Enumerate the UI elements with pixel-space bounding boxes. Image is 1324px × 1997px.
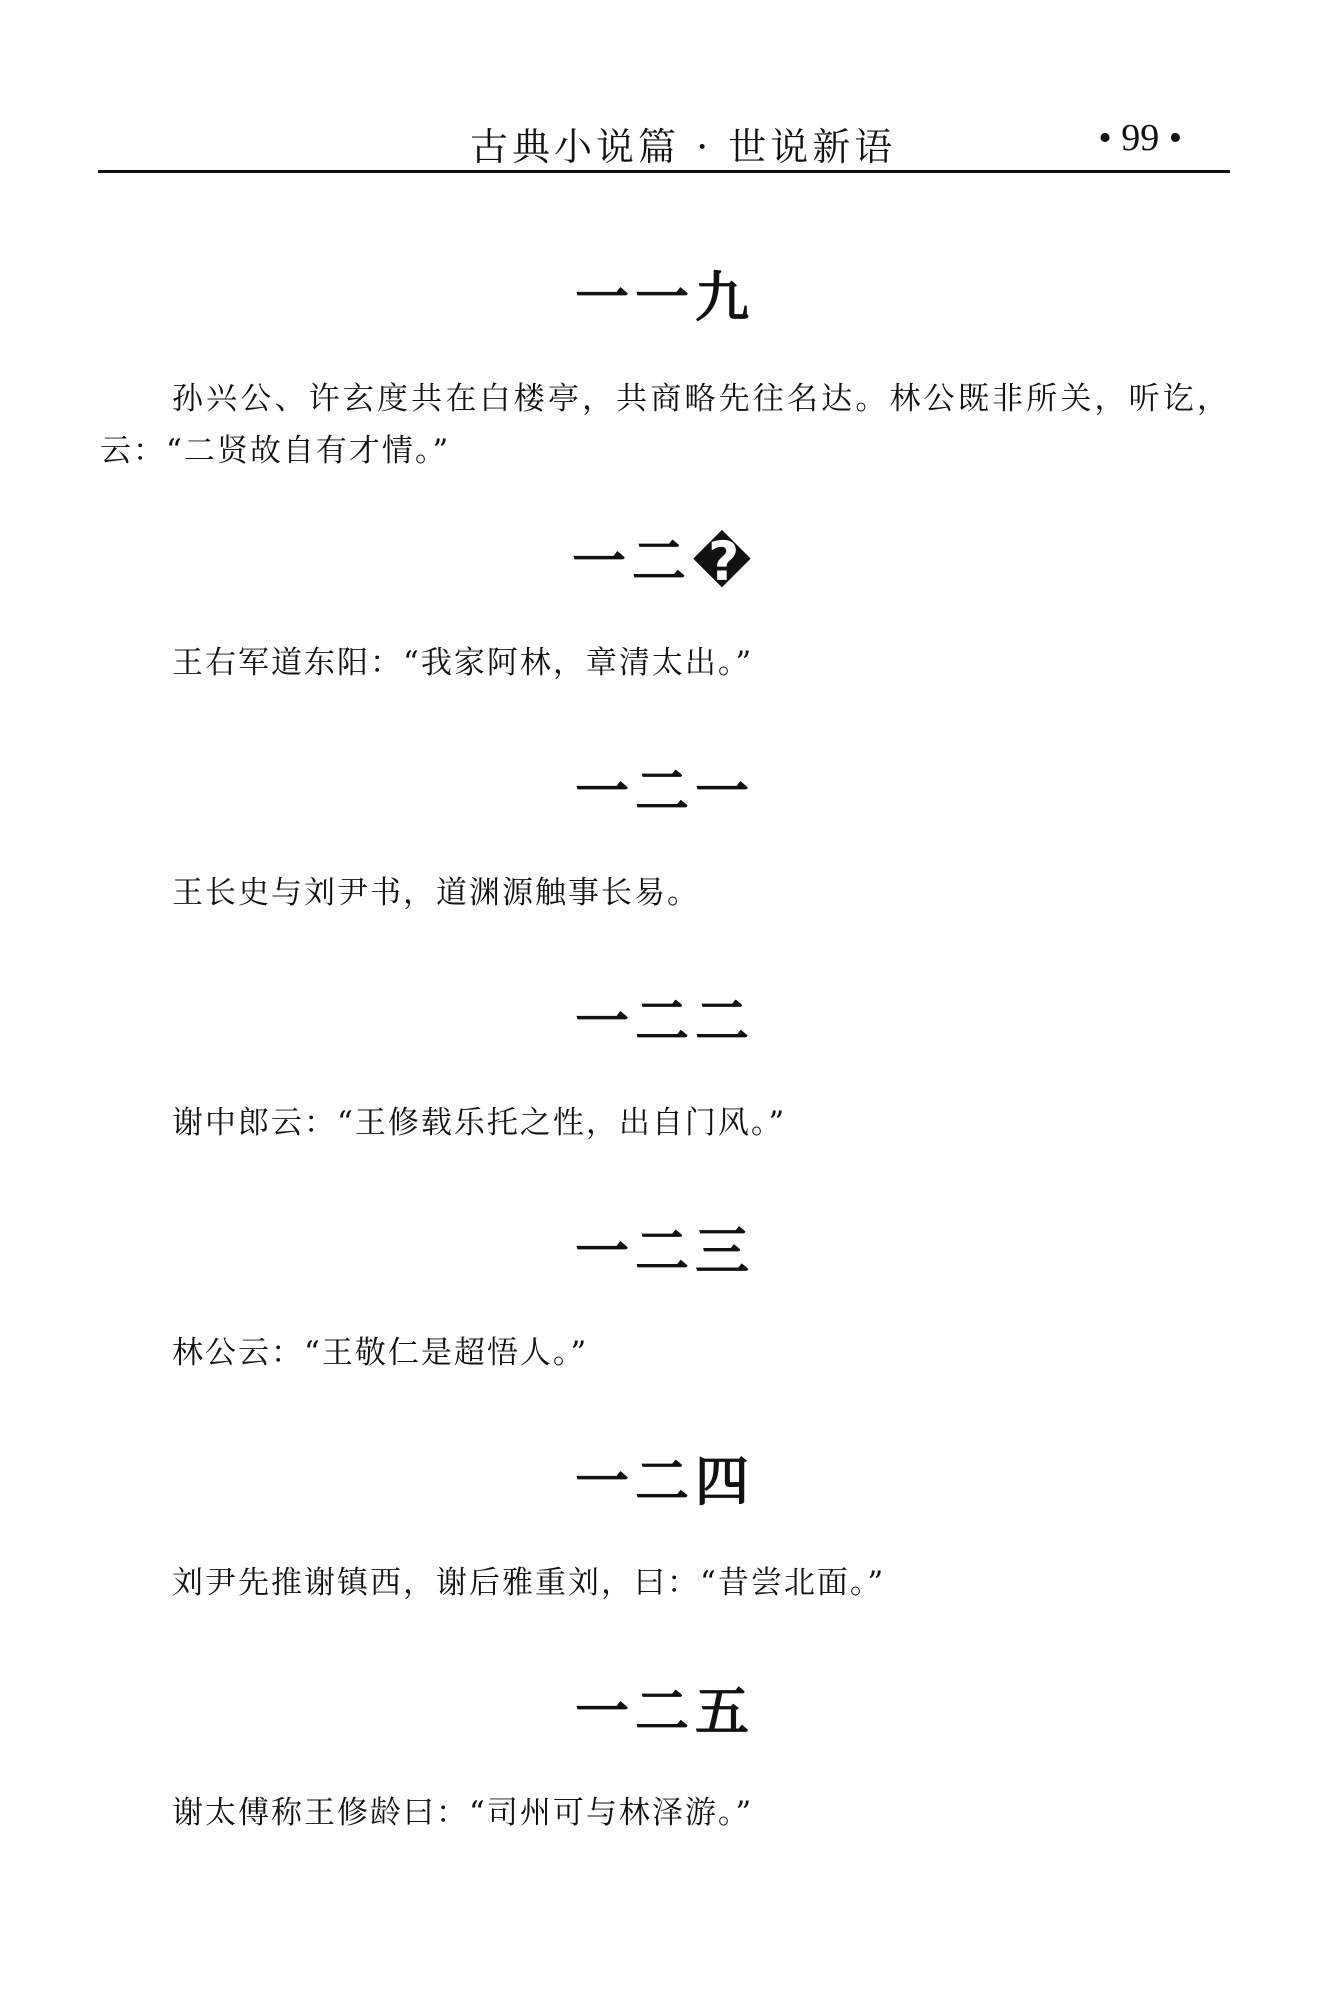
section-120 bbox=[100, 529, 1230, 689]
section-text: 孙兴公、许玄度共在白楼亭，共商略先往名达。林公既非所关，听讫，云：“二贤故自有才情。” bbox=[100, 381, 1230, 469]
page-number: • 99 • bbox=[1098, 117, 1182, 159]
section-number: 一二一 bbox=[575, 760, 755, 823]
section-number: 一二三 bbox=[575, 1220, 755, 1283]
section-text: 谢太傅称王修龄曰：“司州可与林泽游。” bbox=[172, 1795, 754, 1831]
section-119 bbox=[100, 265, 1230, 477]
section-text: 谢中郎云：“王修载乐托之性，出自门风。” bbox=[172, 1105, 787, 1141]
section-text: 林公云：“王敬仁是超悟人。” bbox=[172, 1335, 589, 1371]
header-title: 古典小说篇 · 世说新语 bbox=[470, 125, 897, 169]
section-text: 王长史与刘尹书，道渊源触事长易。 bbox=[172, 875, 700, 911]
section-text: 王右军道东阳：“我家阿林，章清太出。” bbox=[172, 645, 754, 681]
section-125 bbox=[100, 1679, 1230, 1839]
section-text: 刘尹先推谢镇西，谢后雅重刘，曰：“昔尝北面。” bbox=[172, 1565, 886, 1601]
section-number: 一二五 bbox=[575, 1680, 755, 1743]
section-124 bbox=[100, 1449, 1230, 1609]
section-number: 一一九 bbox=[575, 266, 755, 329]
section-number: 一二二 bbox=[575, 990, 755, 1053]
running-header bbox=[100, 108, 1230, 168]
header-rule bbox=[98, 170, 1230, 173]
section-123 bbox=[100, 1219, 1230, 1379]
section-122 bbox=[100, 989, 1230, 1149]
page-content bbox=[100, 265, 1230, 1909]
section-number: 一二� bbox=[571, 530, 759, 593]
section-121 bbox=[100, 759, 1230, 919]
section-number: 一二四 bbox=[575, 1450, 755, 1513]
